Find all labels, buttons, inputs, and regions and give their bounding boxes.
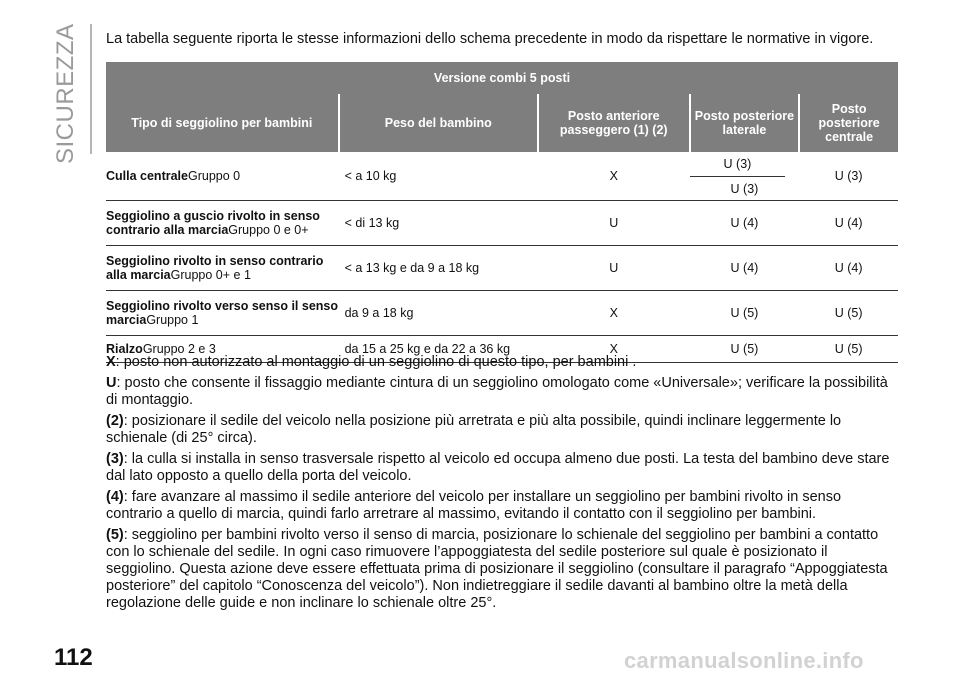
table-row xyxy=(106,152,898,201)
header-seat-type: Tipo di seggiolino per bambini xyxy=(106,94,339,152)
cell-weight: < di 13 kg xyxy=(344,216,400,230)
child-seat-table xyxy=(106,62,898,363)
cell-front: U xyxy=(609,261,619,275)
cell-rear: U (5) xyxy=(834,306,863,320)
note-item xyxy=(106,489,896,523)
note-text: : seggiolino per bambini rivolto verso il senso di marcia, posizionare lo schienale del seggiolino per bambini a contatto con lo schienale del sedile. In ogni caso rimuovere l’appoggiatesta del sedile posteriore sul quale è posizionato il seggiolino. Questa azione deve essere effettuata prima di posizionare il seggiolino (consultare il paragrafo “Appoggiatesta posteriore” del capitolo “Conoscenza del veicolo”). Non indietreggiare il sedile davanti al bambino oltre la metà della regolazione delle guide e non inclinare lo schienale oltre 25°. xyxy=(106,527,888,611)
note-key: (5) xyxy=(106,527,124,543)
note-key: (2) xyxy=(106,413,124,429)
note-text: : posto non autorizzato al montaggio di un seggiolino di questo tipo, per bambini . xyxy=(115,354,637,370)
seat-type-group: Gruppo 2 e 3 xyxy=(142,342,216,356)
cell-side: U (5) xyxy=(730,306,759,320)
note-item xyxy=(106,413,896,447)
note-text: : la culla si installa in senso trasversale rispetto al veicolo ed occupa almeno due posti. La testa del bambino deve stare dal lato opposto a quello della porta del veicolo. xyxy=(106,451,890,484)
cell-side: U (4) xyxy=(730,216,759,230)
cell-rear: U (3) xyxy=(834,169,863,183)
header-rear-side-seat: Posto posteriore laterale xyxy=(690,94,800,152)
cell-side xyxy=(690,152,800,201)
cell-side: U (5) xyxy=(730,342,759,356)
cell-rear: U (5) xyxy=(834,342,863,356)
cell-weight: < a 13 kg e da 9 a 18 kg xyxy=(344,261,480,275)
cell-rear: U (4) xyxy=(834,216,863,230)
cell-side: U (4) xyxy=(730,261,759,275)
cell-seat-type xyxy=(106,152,339,201)
legend-notes xyxy=(106,354,896,616)
note-item xyxy=(106,375,896,409)
cell-weight: da 9 a 18 kg xyxy=(344,306,414,320)
section-title-text: SICUREZZA xyxy=(52,23,79,164)
seat-type-name: Seggiolino rivolto in senso contrario alla marcia xyxy=(106,254,324,282)
cell-seat-type xyxy=(106,291,339,336)
seat-type-group: Gruppo 1 xyxy=(146,313,199,327)
intro-paragraph: La tabella seguente riporta le stesse informazioni dello schema precedente in modo da rispettare le normative in vigore. xyxy=(106,31,874,47)
note-text: : fare avanzare al massimo il sedile anteriore del veicolo per installare un seggiolino per bambini rivolto in senso contrario a quello di marcia, quindi farlo arretrare al massimo, evitando il contatto con il seggiolino per bambini. xyxy=(106,489,842,522)
table-row xyxy=(106,291,898,336)
note-key: (3) xyxy=(106,451,124,467)
cell-seat-type xyxy=(106,246,339,291)
note-key: (4) xyxy=(106,489,124,505)
seat-type-group: Gruppo 0 e 0+ xyxy=(228,223,309,237)
note-item xyxy=(106,354,896,371)
cell-side-bottom: U (3) xyxy=(730,181,759,196)
cell-weight: < a 10 kg xyxy=(344,169,397,183)
table-row xyxy=(106,201,898,246)
watermark: carmanualsonline.info xyxy=(624,648,864,673)
note-item xyxy=(106,451,896,485)
cell-side-top: U (3) xyxy=(690,157,786,177)
note-item xyxy=(106,527,896,612)
note-text: : posizionare il sedile del veicolo nella posizione più arretrata e più alta possibile, quindi inclinare leggermente lo schienale (di 25° circa). xyxy=(106,413,842,446)
cell-front: U xyxy=(609,216,619,230)
cell-front: X xyxy=(609,342,618,356)
note-key: U xyxy=(106,375,117,391)
header-child-weight: Peso del bambino xyxy=(339,94,538,152)
section-title xyxy=(52,24,92,164)
note-text: : posto che consente il fissaggio mediante cintura di un seggiolino omologato come «Universale»; verificare la possibilità di montaggio. xyxy=(106,375,888,408)
seat-type-name: Seggiolino a guscio rivolto in senso contrario alla marcia xyxy=(106,209,320,237)
header-rear-center-seat: Posto posteriore centrale xyxy=(799,94,898,152)
cell-front: X xyxy=(609,306,618,320)
seat-type-name: Culla centrale xyxy=(106,169,188,183)
header-front-seat: Posto anteriore passeggero (1) (2) xyxy=(538,94,690,152)
seat-type-name: Seggiolino rivolto verso senso il senso marcia xyxy=(106,299,339,327)
page-number: 112 xyxy=(54,644,93,671)
cell-weight: da 15 a 25 kg e da 22 a 36 kg xyxy=(344,342,511,356)
table-title: Versione combi 5 posti xyxy=(106,62,898,94)
note-key: X xyxy=(106,354,116,370)
cell-seat-type xyxy=(106,201,339,246)
table-row xyxy=(106,246,898,291)
cell-rear: U (4) xyxy=(834,261,863,275)
section-divider xyxy=(90,24,92,154)
seat-type-name: Rialzo xyxy=(106,342,143,356)
cell-front: X xyxy=(609,169,618,183)
seat-type-group: Gruppo 0 xyxy=(187,169,241,183)
seat-type-group: Gruppo 0+ e 1 xyxy=(170,268,251,282)
